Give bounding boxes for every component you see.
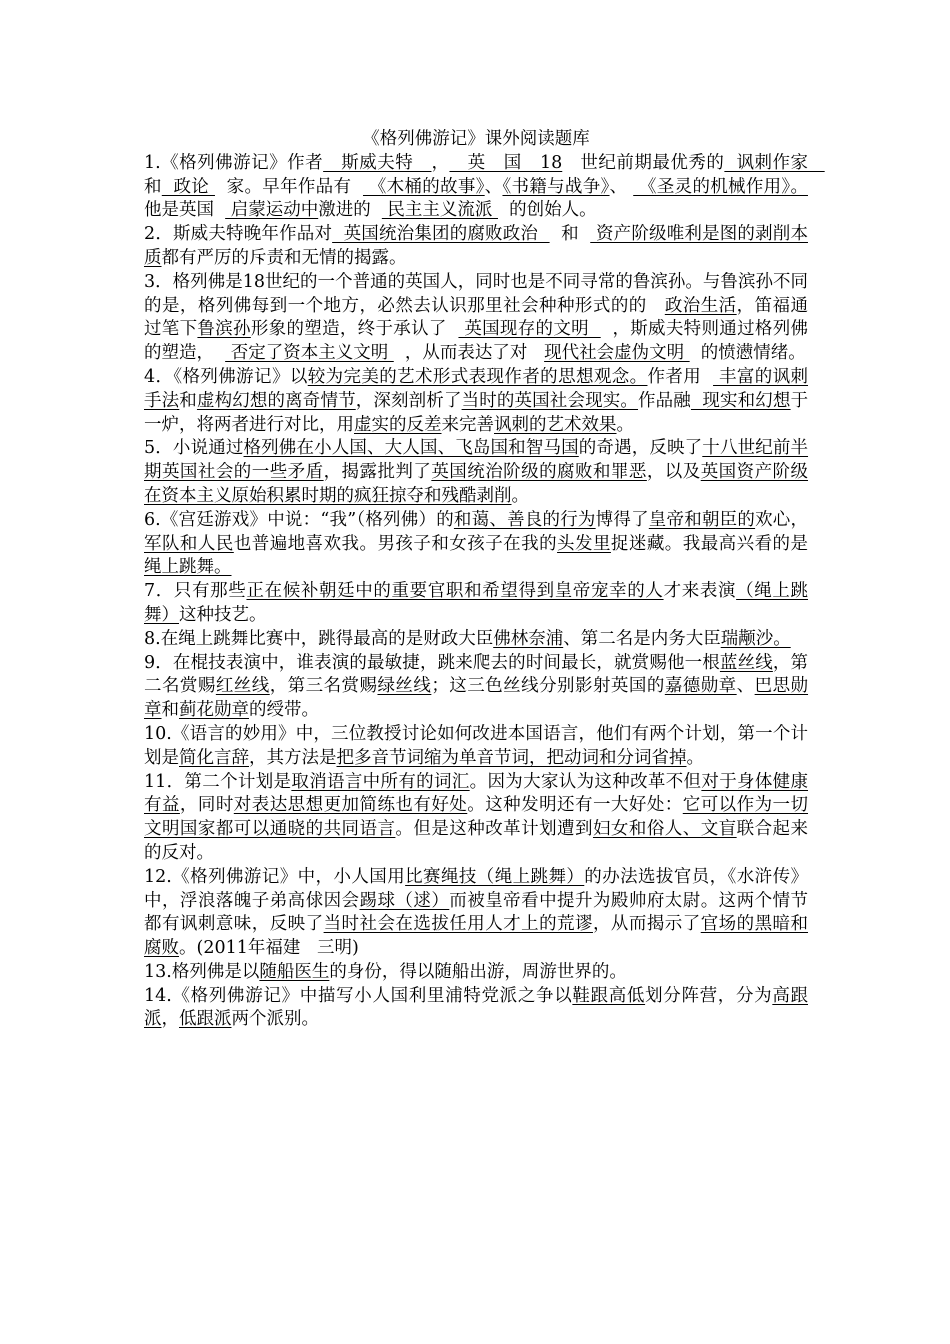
answer-text: 丰富的讽刺手法	[144, 366, 809, 411]
question-item	[144, 437, 808, 508]
question-item	[144, 866, 808, 961]
answer-text: 民主主义流派	[381, 200, 498, 221]
question-text: 。	[616, 414, 634, 435]
question-text: 13.格列佛是以	[144, 961, 260, 982]
question-text: 12.《格列佛游记》中，小人国用	[144, 866, 406, 887]
question-text: 家。早年作品有	[214, 176, 363, 197]
question-text: 他是英国	[144, 200, 226, 221]
question-text: 2．斯威夫特晚年作品对	[144, 224, 333, 245]
answer-text: 巴思勋章	[144, 676, 809, 721]
answer-text: 《圣灵的机械作用》。	[633, 176, 808, 197]
question-text: 5．小说通过	[144, 438, 244, 459]
answer-text: 政治生活	[664, 295, 737, 316]
answer-text: 和蔼、善良的行为	[453, 509, 596, 530]
question-text: 的创始人。	[497, 200, 597, 221]
answer-text: 政论	[161, 176, 215, 197]
answer-text: 英国现存的文明	[458, 319, 601, 340]
question-text: 的身份，得以随船出游，周游世界的。	[329, 961, 627, 982]
answer-text: （绳上跳舞）	[144, 581, 809, 625]
question-text: 和	[161, 700, 179, 721]
question-item	[144, 771, 808, 866]
question-text: 形象的塑造，终于承认了	[250, 319, 459, 340]
question-text: ，揭露批判了	[323, 462, 432, 483]
answer-text: 随船医生	[259, 961, 330, 982]
question-item	[144, 509, 825, 580]
question-text: 作品融	[638, 390, 691, 411]
answer-text: 比赛绳技（绳上跳舞）	[405, 866, 585, 887]
question-text: 4．《格列佛游记》以	[144, 366, 308, 387]
question-text: 而被皇帝看中提升为殿帅府太尉。这两个情节都有讽刺意味，反映了	[144, 890, 809, 935]
question-text: ，笛福通过笔下	[144, 295, 809, 340]
answer-text: 现代社会虚伪文明	[544, 343, 690, 364]
question-text: ，	[431, 152, 450, 173]
answer-text: 官场的黑暗和腐败	[144, 914, 809, 959]
question-item	[144, 271, 808, 366]
question-item	[144, 366, 808, 437]
question-item	[144, 223, 808, 271]
document-page	[144, 128, 825, 1032]
question-text: 都有严厉的斥责和无情的揭露。	[161, 247, 407, 268]
answer-text: 虚实的反差	[354, 414, 442, 435]
question-text: 、	[484, 176, 503, 197]
question-text: 、	[736, 676, 755, 697]
question-text: 6.《宫廷游戏》中说：“我”（格列佛）的	[144, 509, 454, 530]
question-item	[144, 152, 825, 223]
question-text: ，第二名赏赐	[144, 652, 809, 697]
answer-text: 现实和幻想	[690, 390, 791, 411]
answer-text: 英国统治集团的腐败政治	[332, 224, 550, 245]
question-item	[144, 985, 808, 1033]
question-text: 9．在棍技表演中，谁表演的最敏捷，跳来爬去的时间最长，就赏赐他一根	[144, 652, 720, 673]
question-text: 。	[511, 485, 529, 506]
question-text: 的办法选拔官员，《水浒传》中，浮浪落魄子弟高俅因会	[144, 866, 808, 911]
question-text: 的绶带。	[249, 700, 319, 721]
question-text: 世纪前期最优秀的	[562, 152, 725, 173]
answer-text: 讽刺作家	[724, 152, 825, 173]
answer-text: 红丝线	[215, 676, 270, 697]
question-text: 1.《格列佛游记》作者	[144, 152, 324, 173]
question-text: 。因为大家认为这种改革不但	[469, 771, 702, 792]
question-list	[144, 152, 825, 1032]
answer-text: 它可以作为一切文明国家都可以通晓的共同语言	[144, 795, 809, 840]
question-text: 作者用	[647, 366, 714, 387]
answer-text: 绳上跳舞。	[144, 557, 232, 578]
answer-text: 皇帝和朝臣的	[648, 509, 756, 530]
question-text: 联合起来的反对。	[144, 819, 809, 863]
question-item	[144, 628, 808, 652]
answer-text: 英国资产阶级在资本主义原始积累时期的疯狂掠夺和残酷剥削	[144, 462, 809, 506]
question-text: 7．只有那些	[144, 581, 247, 602]
question-text: 博得了	[595, 509, 649, 530]
answer-text: 头发里	[557, 533, 611, 554]
answer-text: 蓝丝线	[719, 652, 773, 673]
question-text: 3．格列佛是18世纪的一个普通的英国人，同时也是不同寻常的鲁滨孙。与鲁滨孙不同的是，格列佛每到一个地方，必然去认识那里社会种种形式的的	[144, 271, 808, 316]
answer-text: 低跟派	[179, 1009, 232, 1030]
answer-text: 嘉德勋章	[664, 676, 737, 697]
question-text: 两个派别。	[231, 1009, 319, 1030]
answer-text: 斯威夫特	[323, 152, 432, 173]
question-text: 也普遍地喜欢我。男孩子和女孩子在我的	[233, 533, 558, 554]
question-text: 和	[179, 390, 197, 411]
question-text: 和	[144, 176, 162, 197]
question-text: 来完善	[441, 414, 494, 435]
answer-text: 英国统治阶级的腐败和罪恶	[431, 462, 647, 483]
question-text: ，斯威夫特则通过格列佛的塑造，	[144, 319, 809, 364]
answer-text: 虚构幻想的离奇情节	[196, 390, 356, 411]
question-text: ，从而表达了对	[393, 343, 545, 364]
question-text: 捉迷藏。我最高兴看的是	[610, 533, 825, 554]
answer-text: 鞋跟高低	[572, 985, 646, 1006]
answer-text: 妇女和俗人、文盲	[592, 819, 737, 840]
answer-text: 瑞颟沙。	[720, 628, 791, 649]
question-text: ，深刻剖析了	[355, 390, 462, 411]
question-text: 。	[686, 747, 704, 768]
question-item	[144, 961, 808, 985]
question-text: 于一炉，将两者进行对比，用	[144, 390, 809, 435]
question-text: 。(2011年福建 三明)	[179, 938, 359, 959]
question-text: 这种技艺。	[179, 604, 267, 625]
answer-text: 绿丝线	[377, 676, 432, 697]
question-text: ，第三名赏赐	[269, 676, 378, 697]
question-text: ，同时	[179, 795, 234, 816]
answer-text: 鲁滨孙	[197, 319, 251, 340]
answer-text: 踢球（逑）	[359, 890, 450, 911]
question-item	[144, 723, 808, 771]
question-text: 10.《语言的妙用》中，三位教授讨论如何改进本国语言，他们有两个计划，第一个计划是	[144, 723, 808, 768]
question-text: 的奇遇，反映了	[578, 438, 703, 459]
question-text: ，从而揭示了	[592, 914, 701, 935]
answer-text: 格列佛在小人国、大人国、飞岛国和智马国	[243, 438, 579, 459]
answer-text: 把多音节词缩为单音节词，把动词和分词省掉	[336, 747, 687, 768]
answer-text: 简化言辞	[179, 747, 249, 768]
question-text: 。但是这种改革计划遭到	[395, 819, 593, 840]
answer-text: 《木桶的故事》	[362, 176, 485, 197]
answer-text: 佛林奈浦	[493, 628, 564, 649]
answer-text: 《书籍与战争》	[502, 176, 610, 197]
question-text: 8.在绳上跳舞比赛中，跳得最高的是财政大臣	[144, 628, 494, 649]
answer-text: 军队和人民	[144, 533, 234, 554]
answer-text: 启蒙运动中	[225, 200, 319, 221]
question-text: 和	[549, 224, 591, 245]
question-text: ，以及	[646, 462, 701, 483]
question-text: ，	[161, 1009, 179, 1030]
answer-text: 讽刺的艺术效果	[494, 414, 617, 435]
question-text: 欢心，	[755, 509, 809, 530]
question-item	[144, 652, 808, 723]
question-text: 。这种发明还有一大好处：	[467, 795, 683, 816]
answer-text: 正在候补朝廷中的重要官职和希望得到皇帝宠幸的人	[246, 581, 664, 602]
question-text: 、	[609, 176, 634, 197]
answer-text: 对于身体健康有益	[144, 771, 809, 816]
question-text: 14.《格列佛游记》中描写小人国利里浦特党派之争以	[144, 985, 573, 1006]
answer-text: 18	[539, 152, 563, 173]
answer-text: 蓟花勋章	[179, 700, 249, 721]
answer-text: 取消语言中所有的词汇	[291, 771, 470, 792]
question-text: 激进的	[318, 200, 382, 221]
answer-text: 否定了资本主义文明	[225, 343, 394, 364]
answer-text: 资产阶级唯利是图的剥削本质	[144, 224, 808, 268]
question-text: 、第二名是内务大臣	[563, 628, 721, 649]
page-title: 《格列佛游记》课外阅读题库	[362, 129, 590, 149]
question-item	[144, 580, 808, 628]
question-text: ，其方法是	[249, 747, 337, 768]
answer-text: 高跟派	[144, 985, 809, 1030]
question-text: 划分阵营，分为	[645, 985, 773, 1006]
question-text: 才来表演	[663, 581, 737, 602]
answer-text: 当时社会在选拔任用人才上的荒谬	[323, 914, 593, 935]
question-text: ；这三色丝线分别影射英国的	[431, 676, 665, 697]
answer-text: 英 国	[449, 152, 540, 173]
answer-text: 十八世纪前半期英国社会的一些矛盾	[144, 438, 809, 483]
answer-text: 对表达思想更加简练也有好处	[233, 795, 468, 816]
answer-text: 当时的英国社会现实。	[461, 390, 639, 411]
question-text: 的愤懑情绪。	[689, 343, 806, 364]
question-text: 11．第二个计划是	[144, 771, 292, 792]
answer-text: 较为完美的艺术形式表现作者的思想观念。	[307, 366, 648, 387]
